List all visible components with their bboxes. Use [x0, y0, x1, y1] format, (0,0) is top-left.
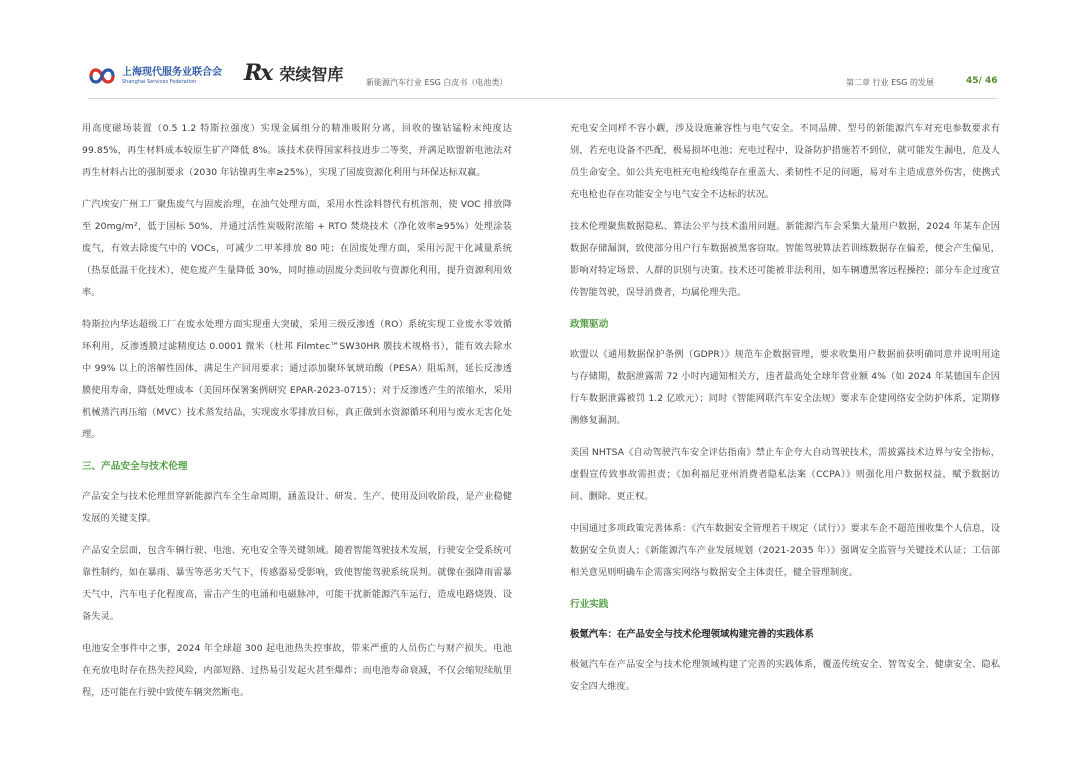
rongxu-mark: Rx — [244, 60, 272, 86]
paragraph: 产品安全与技术伦理贯穿新能源汽车全生命周期，涵盖设计、研发、生产、使用及回收阶段，是产业稳健发展的关键支撑。 — [82, 491, 512, 524]
federation-logo — [88, 64, 222, 88]
rongxu-brand: 荣续智库 — [279, 64, 344, 84]
paragraph: 欧盟以《通用数据保护条例（GDPR）》规范车企数据管理，要求收集用户数据前获明确同意并说明用途与存储期，数据泄露需 72 小时内通知相关方，违者最高处全球年营业额 4%（如 2024 年某德国车企因行车数据泄露被罚 1.2 亿欧元）；同时《智能网联汽车安全法规》要求车企建网络安全防护体系，定期修测修复漏洞。 — [570, 349, 1000, 426]
paragraph: 充电安全同样不容小觑，涉及设施兼容性与电气安全。不同品牌、型号的新能源汽车对充电参数要求有别，若充电设备不匹配，极易损坏电池；充电过程中，设备防护措施若不到位，就可能发生漏电，危及人员生命安全。如公共充电桩充电枪线缆存在重盖大、柔韧性不足的问题，易对车主造成意外伤害，使携式充电枪也存在功能安全与电气安全不达标的状况。 — [570, 123, 1000, 200]
paragraph: 极氪汽车在产品安全与技术伦理领域构建了完善的实践体系，覆盖传统安全、智驾安全、健康安全、隐私安全四大维度。 — [570, 659, 1000, 692]
left-column — [82, 118, 512, 714]
chapter-title: 第二章 行业 ESG 的发展 — [846, 78, 934, 87]
paragraph: 中国通过多项政策完善体系：《汽车数据安全管理若干规定（试行）》要求车企不超范围收集个人信息，设数据安全负责人；《新能源汽车产业发展规划（2021-2035 年）》强调安全监管与关键技术认证；工信部相关意见则明确车企需落实网络与数据安全主体责任，健全管理制度。 — [570, 523, 1000, 578]
right-column — [570, 118, 1000, 708]
paragraph: 产品安全层面，包含车辆行驶、电池、充电安全等关键领域。随着智能驾驶技术发展，行驶安全受系统可靠性制约，如在暴雨、暴雪等恶劣天气下，传感器易受影响，致使智能驾驶系统误判。就像在强降雨雷暴天气中，汽车电子化程度高，雷击产生的电涌和电磁脉冲，可能干扰新能源汽车运行，造成电路烧毁、设备失灵。 — [82, 545, 512, 622]
federation-name-en: Shanghai Services Federation — [122, 78, 197, 85]
rongxu-logo — [244, 60, 343, 86]
page-header — [88, 60, 998, 96]
paragraph: 用高度磁场装置（0.5 1.2 特斯拉强度）实现金属组分的精准吸附分离，回收的镍钴锰粉末纯度达 99.85%，再生材料成本较原生矿产降低 8%。该技术获得国家科技进步二等奖，并满足欧盟新电池法对再生材料占比的强制要求（2030 年钴镍再生率≥25%），实现了国废资源化利用与环保达标双赢。 — [82, 123, 512, 178]
federation-logo-icon — [88, 64, 116, 88]
header-divider — [88, 98, 998, 99]
document-title: 新能源汽车行业 ESG 白皮书（电池类） — [366, 78, 508, 87]
section-heading: 三、产品安全与技术伦理 — [82, 461, 188, 472]
section-heading: 政策驱动 — [570, 319, 609, 330]
section-heading: 行业实践 — [570, 599, 609, 610]
paragraph: 广汽埃安广州工厂聚焦废气与固废治理，在油气处理方面，采用水性涂料替代有机溶剂，使 VOC 排放降至 20mg/m²，低于国标 50%，并通过活性炭吸附浓缩 + RTO 焚烧技术（净化效率≥95%）处理涂装废气，有效去除废气中的 VOCs，可减少二甲苯排放 80 吨；在固废处理方面，采用污泥干化减量系统（热泵低温干化技术），使危废产生量降低 30%，同时推动固废分类回收与资源化利用，提升资源利用效率。 — [82, 199, 512, 298]
subsection-heading: 极氪汽车：在产品安全与技术伦理领域构建完善的实践体系 — [570, 629, 814, 640]
paragraph: 美国 NHTSA《自动驾驶汽车安全评估指南》禁止车企夸大自动驾驶技术，需披露技术边界与安全指标，虚假宣传致事故需担责；《加利福尼亚州消费者隐私法案（CCPA）》则强化用户数据权益，赋予数据访问、删除、更正权。 — [570, 447, 1000, 502]
page-number: 45/ 46 — [966, 76, 998, 86]
federation-name-cn: 上海现代服务业联合会 — [122, 66, 222, 78]
paragraph: 电池安全事件中之事，2024 年全球超 300 起电池热失控事故，带来严重的人员伤亡与财产损失。电池在充放电时存在热失控风险，内部短路、过热易引发起火甚至爆炸；而电池寿命衰减，不仅会缩短续航里程，还可能在行驶中致使车辆突然断电。 — [82, 643, 512, 698]
paragraph: 特斯拉内华达超级工厂在废水处理方面实现重大突破，采用三级反渗透（RO）系统实现工业废水零效循环利用，反渗透膜过滤精度达 0.0001 微米（杜邦 Filmtec™SW30HR 膜技术规格书），能有效去除水中 99% 以上的溶解性固体，满足生产回用要求；通过添加聚环氧琥珀酸（PESA）阻垢剂，延长反渗透膜使用寿命，降低处理成本（美国环保署案例研究 EPAR-2023-0715）；对于反渗透产生的浓缩水，采用机械蒸汽再压缩（MVC）技术蒸发结晶，实现废水零排放目标，真正做到水资源循环利用与废水无害化处理。 — [82, 319, 512, 440]
paragraph: 技术伦理聚焦数据隐私、算法公平与技术滥用问题。新能源汽车会采集大量用户数据，2024 年某车企因数据存储漏洞，致使部分用户行车数据被黑客窃取。智能驾驶算法若训练数据存在偏差，便会产生偏见，影响对特定场景、人群的识别与决策。技术还可能被非法利用，如车辆遭黑客远程操控；部分车企过度宣传智能驾驶，误导消费者，均属伦理失范。 — [570, 221, 1000, 298]
